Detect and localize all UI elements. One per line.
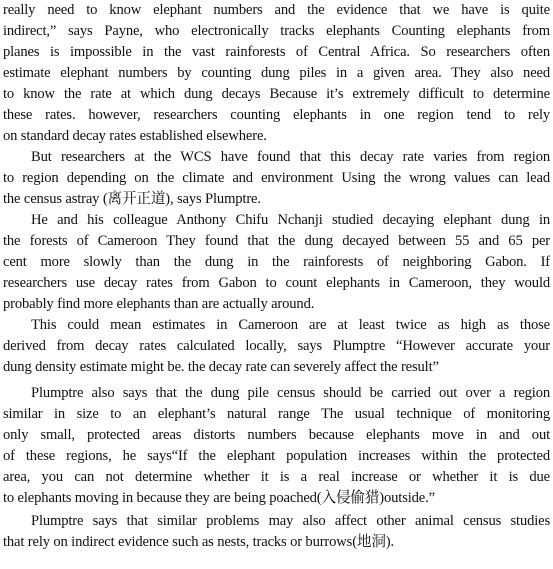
text-line: estimate elephant numbers by counting dung piles in a given area. They also need	[3, 65, 550, 81]
text-line: He and his colleague Anthony Chifu Nchanji studied decaying elephant dung in	[31, 212, 550, 228]
paragraph-3	[3, 210, 550, 315]
text-line: area, you can not determine whether it is a real increase or whether it is due	[3, 469, 550, 485]
paragraph-2	[3, 147, 550, 210]
text-line: probably find more elephants than are actually around.	[3, 296, 315, 312]
text-line: to elephants moving in because they are being poached(入侵偷猎)outside.”	[3, 490, 435, 506]
text-line: of these regions, he says“If the elephant population increases within the protected	[3, 448, 550, 464]
text-line: only small, protected areas distorts numbers because elephants move in and out	[3, 427, 550, 443]
text-line: Plumptre also says that the dung pile census should be carried out over a region	[31, 385, 550, 401]
text-line: the census astray (离开正道), says Plumptre.	[3, 191, 261, 207]
text-line: that rely on indirect evidence such as nests, tracks or burrows(地洞).	[3, 534, 395, 550]
text-line: planes is impossible in the vast rainforests of Central Africa. So researchers often	[3, 44, 550, 60]
text-line: But researchers at the WCS have found that this decay rate varies from region	[31, 149, 550, 165]
text-line: to region depending on the climate and environment Using the wrong values can lead	[3, 170, 550, 186]
text-line: Plumptre says that similar problems may also affect other animal census studies	[31, 513, 550, 529]
text-line: researchers use decay rates from Gabon to count elephants in Cameroon, they would	[3, 275, 550, 291]
text-line: on standard decay rates established elsewhere.	[3, 128, 267, 144]
text-line: the forests of Cameroon They found that the dung decayed between 55 and 65 per	[3, 233, 550, 249]
text-line: really need to know elephant numbers and the evidence that we have is quite	[3, 2, 550, 18]
text-line: similar in size to an elephant’s natural range The usual technique of monitoring	[3, 406, 550, 422]
paragraph-5	[3, 383, 550, 509]
text-line: these rates. however, researchers counting elephants in one region tend to rely	[3, 107, 550, 123]
text-line: indirect,” says Payne, who electronically tracks elephants Counting elephants from	[3, 23, 550, 39]
text-line: This could mean estimates in Cameroon are at least twice as high as those	[31, 317, 550, 333]
text-line: dung density estimate might be. the decay rate can severely affect the result”	[3, 359, 439, 375]
paragraph-1	[3, 0, 550, 147]
text-line: to know the rate at which dung decays Because it’s extremely difficult to determine	[3, 86, 550, 102]
paragraph-4	[3, 315, 550, 378]
text-line: cent more slowly than the dung in the rainforests of neighboring Gabon. If	[3, 254, 550, 270]
text-line: derived from decay rates calculated locally, says Plumptre “However accurate your	[3, 338, 550, 354]
paragraph-6	[3, 511, 550, 553]
